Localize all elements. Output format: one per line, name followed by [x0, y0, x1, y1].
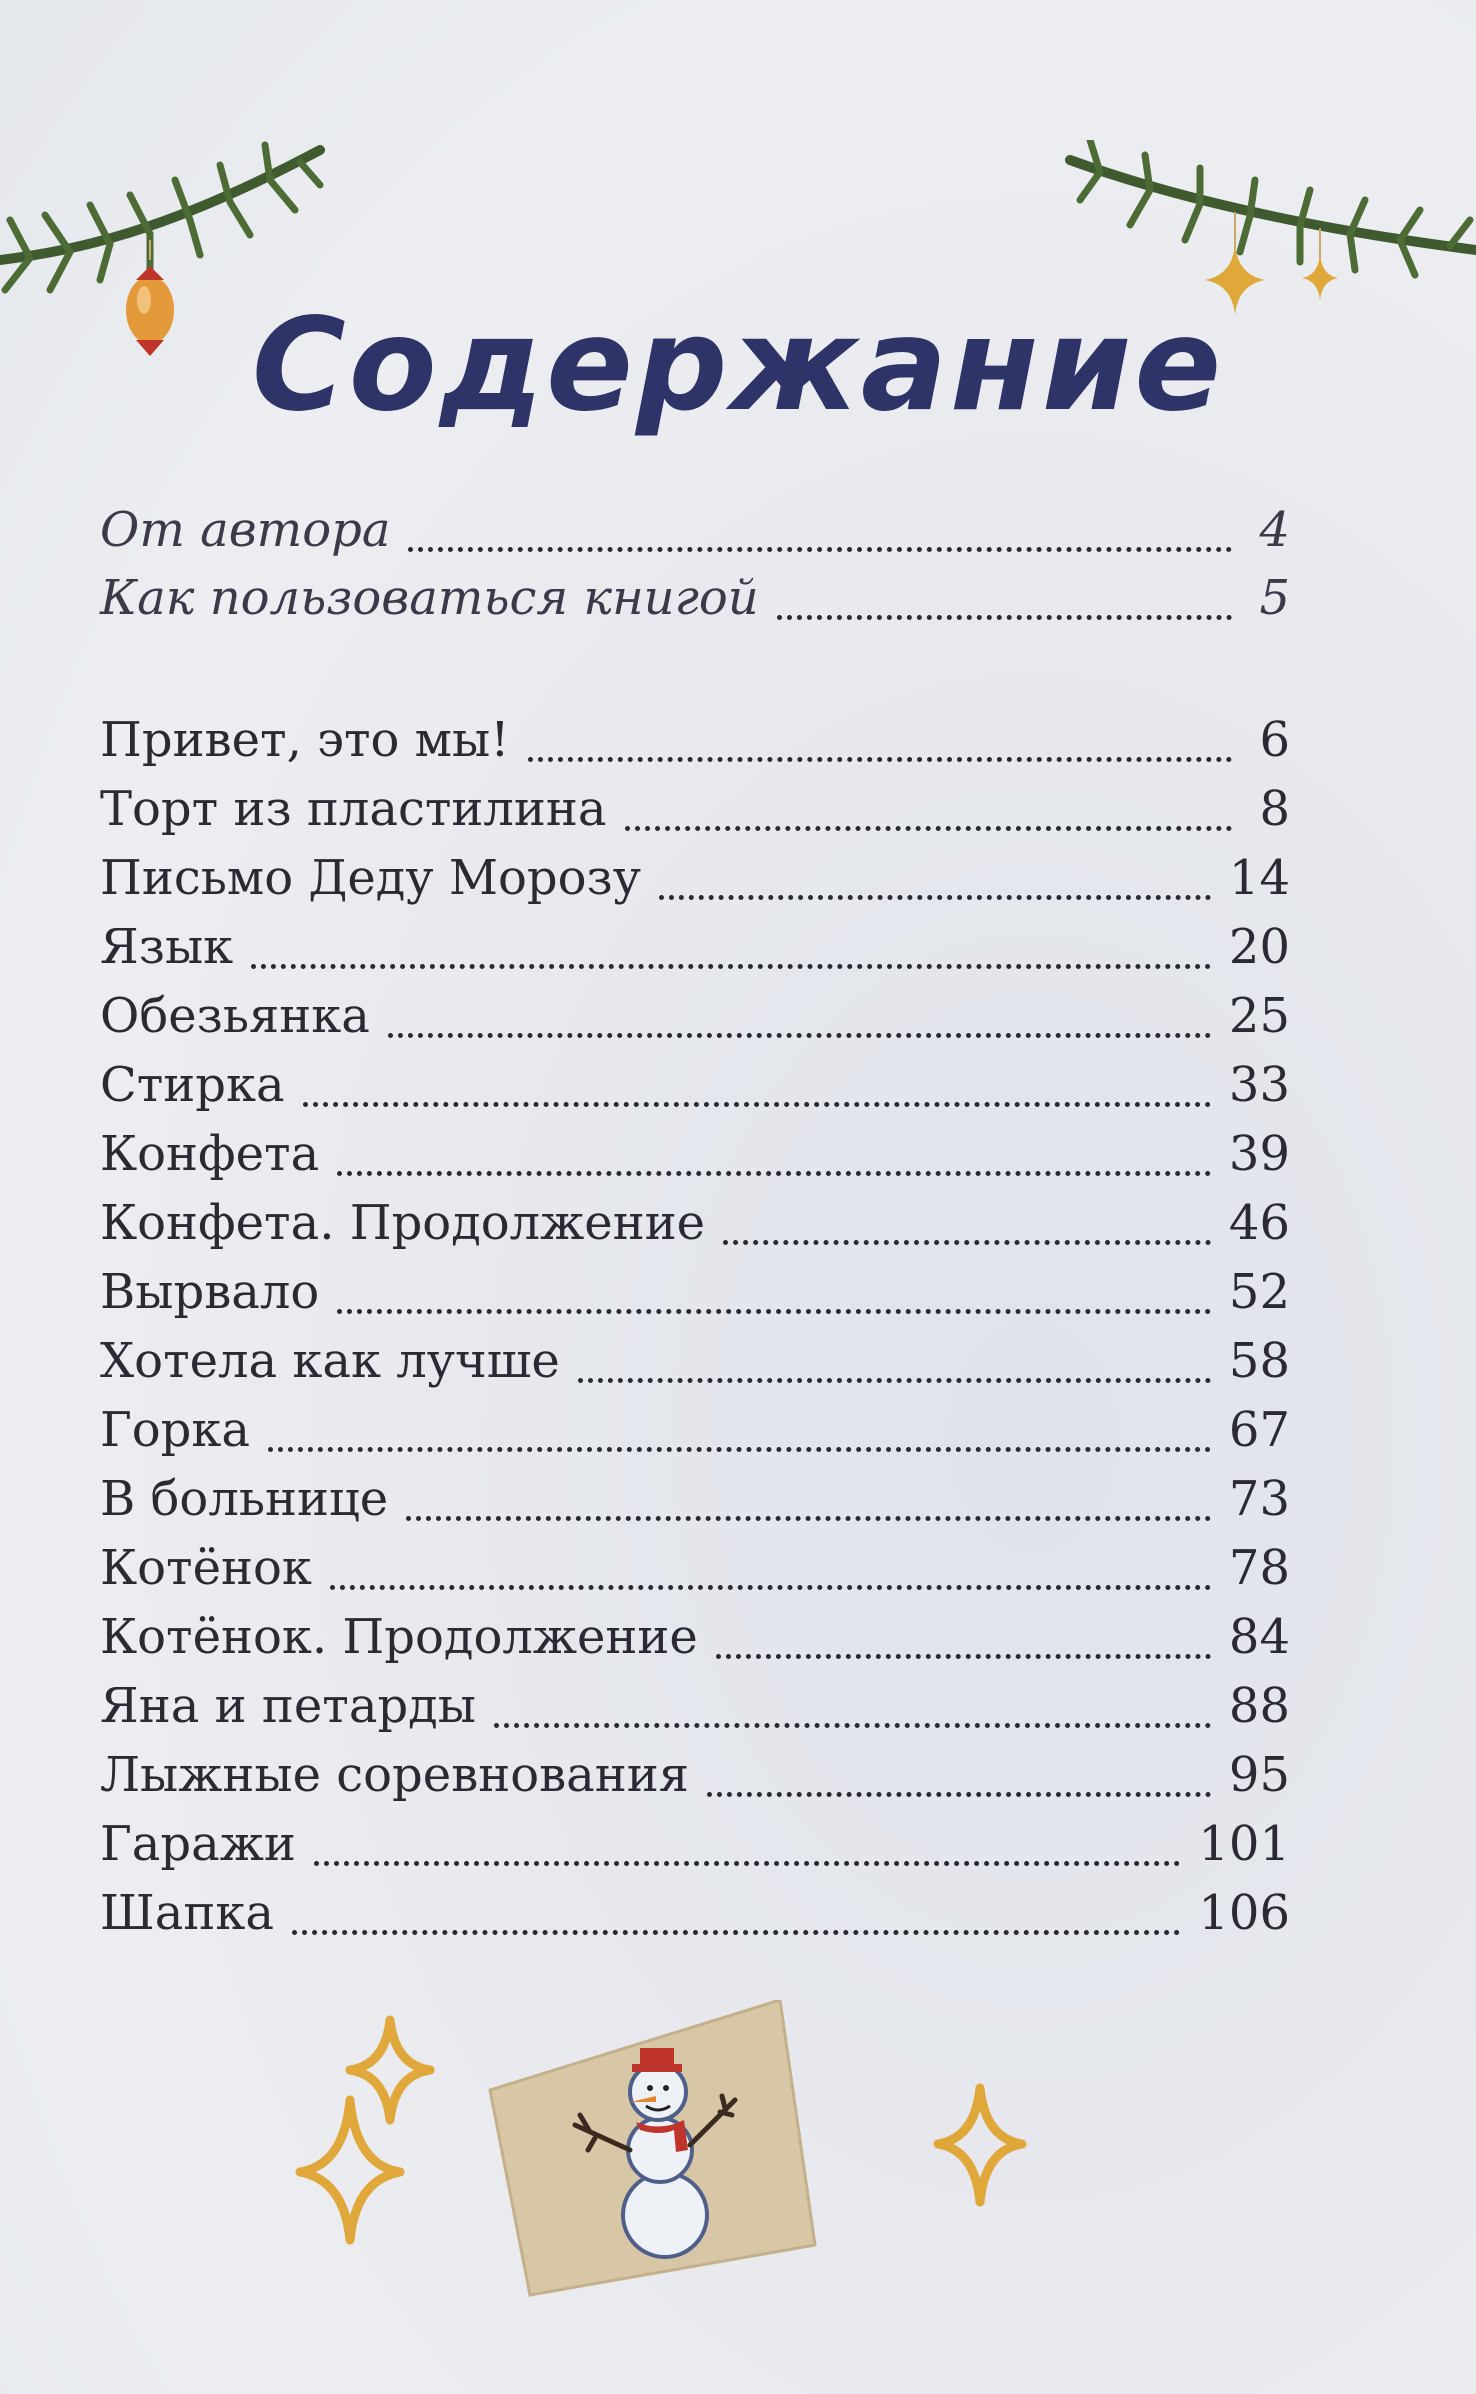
toc-entry-title: Язык: [100, 919, 234, 975]
toc-leader-dots: [292, 1930, 1180, 1935]
toc-entry-title: Котёнок. Продолжение: [100, 1609, 698, 1665]
toc-entry: [100, 1674, 1290, 1738]
toc-entry-page: 78: [1228, 1540, 1290, 1596]
toc-entry: [100, 498, 1290, 562]
toc-entry-title: Шапка: [100, 1885, 274, 1941]
toc-entry-page: 58: [1228, 1333, 1290, 1389]
toc-entry-page: 8: [1259, 781, 1290, 837]
toc-entry-title: В больнице: [100, 1471, 389, 1527]
toc-leader-dots: [388, 1033, 1211, 1038]
toc-entry: [100, 915, 1290, 979]
toc-leader-dots: [707, 1792, 1211, 1797]
toc-entry-page: 88: [1228, 1678, 1290, 1734]
toc-leader-dots: [659, 895, 1211, 900]
toc-leader-dots: [494, 1723, 1211, 1728]
toc-entry-page: 14: [1228, 850, 1290, 906]
toc-entry-title: Привет, это мы!: [100, 712, 510, 768]
toc-entry: [100, 1536, 1290, 1600]
toc-entry: [100, 1812, 1290, 1876]
toc-entry-page: 95: [1228, 1747, 1290, 1803]
toc-leader-dots: [337, 1309, 1211, 1314]
toc-entry-title: Вырвало: [100, 1264, 320, 1320]
toc-entry-page: 101: [1198, 1816, 1290, 1872]
toc-entry: [100, 1743, 1290, 1807]
toc-entry-title: Конфета. Продолжение: [100, 1195, 706, 1251]
toc-entry: [100, 984, 1290, 1048]
toc-entry: [100, 1605, 1290, 1669]
toc-entry-page: 46: [1228, 1195, 1290, 1251]
toc-entry-title: Гаражи: [100, 1816, 296, 1872]
toc-entry: [100, 566, 1290, 630]
toc-entry: [100, 1398, 1290, 1462]
toc-entry-page: 73: [1228, 1471, 1290, 1527]
toc-entry-title: Письмо Деду Морозу: [100, 850, 641, 906]
toc-entry-page: 84: [1228, 1609, 1290, 1665]
toc-entry-page: 4: [1259, 502, 1290, 558]
page-title: Содержание: [251, 290, 1225, 440]
toc-entry-page: 52: [1228, 1264, 1290, 1320]
toc-leader-dots: [578, 1378, 1211, 1383]
toc-entry: [100, 1053, 1290, 1117]
toc-entry-page: 20: [1228, 919, 1290, 975]
toc-entry-title: Лыжные соревнования: [100, 1747, 690, 1803]
toc-entry: [100, 1467, 1290, 1531]
toc-entry-page: 67: [1228, 1402, 1290, 1458]
toc-leader-dots: [777, 615, 1232, 620]
toc-entry: [100, 708, 1290, 772]
toc-leader-dots: [268, 1447, 1211, 1452]
toc-entry-title: Хотела как лучше: [100, 1333, 560, 1389]
snowman-icon: [480, 2000, 820, 2300]
toc-entry-page: 106: [1198, 1885, 1290, 1941]
toc-entry-title: Яна и петарды: [100, 1678, 476, 1734]
toc-leader-dots: [723, 1240, 1211, 1245]
toc-leader-dots: [314, 1861, 1180, 1866]
toc-leader-dots: [625, 826, 1232, 831]
toc-entry-title: Котёнок: [100, 1540, 312, 1596]
toc-entry: [100, 1329, 1290, 1393]
sparkle-icon: [930, 2080, 1030, 2210]
toc-leader-dots: [251, 964, 1211, 969]
toc-entry-page: 39: [1228, 1126, 1290, 1182]
toc-entry-page: 33: [1228, 1057, 1290, 1113]
toc-entry-title: Обезьянка: [100, 988, 370, 1044]
toc-entry-page: 6: [1259, 712, 1290, 768]
toc-leader-dots: [330, 1585, 1211, 1590]
toc-entry-title: Торт из пластилина: [100, 781, 607, 837]
toc-leader-dots: [337, 1171, 1211, 1176]
toc-entry: [100, 1191, 1290, 1255]
toc-entry: [100, 1881, 1290, 1945]
toc-leader-dots: [303, 1102, 1211, 1107]
toc-entry-title: От автора: [100, 502, 391, 558]
toc-entry: [100, 1122, 1290, 1186]
toc-entry-title: Как пользоваться книгой: [100, 570, 759, 626]
toc-leader-dots: [528, 757, 1233, 762]
toc-entry: [100, 777, 1290, 841]
toc-entry-title: Горка: [100, 1402, 251, 1458]
toc-leader-dots: [716, 1654, 1211, 1659]
toc-entry: [100, 1260, 1290, 1324]
toc-leader-dots: [406, 1516, 1211, 1521]
toc-entry-page: 5: [1259, 570, 1290, 626]
toc-entry-page: 25: [1228, 988, 1290, 1044]
toc-entry: [100, 846, 1290, 910]
toc-leader-dots: [408, 547, 1232, 552]
toc-entry-title: Стирка: [100, 1057, 285, 1113]
toc-entry-title: Конфета: [100, 1126, 320, 1182]
